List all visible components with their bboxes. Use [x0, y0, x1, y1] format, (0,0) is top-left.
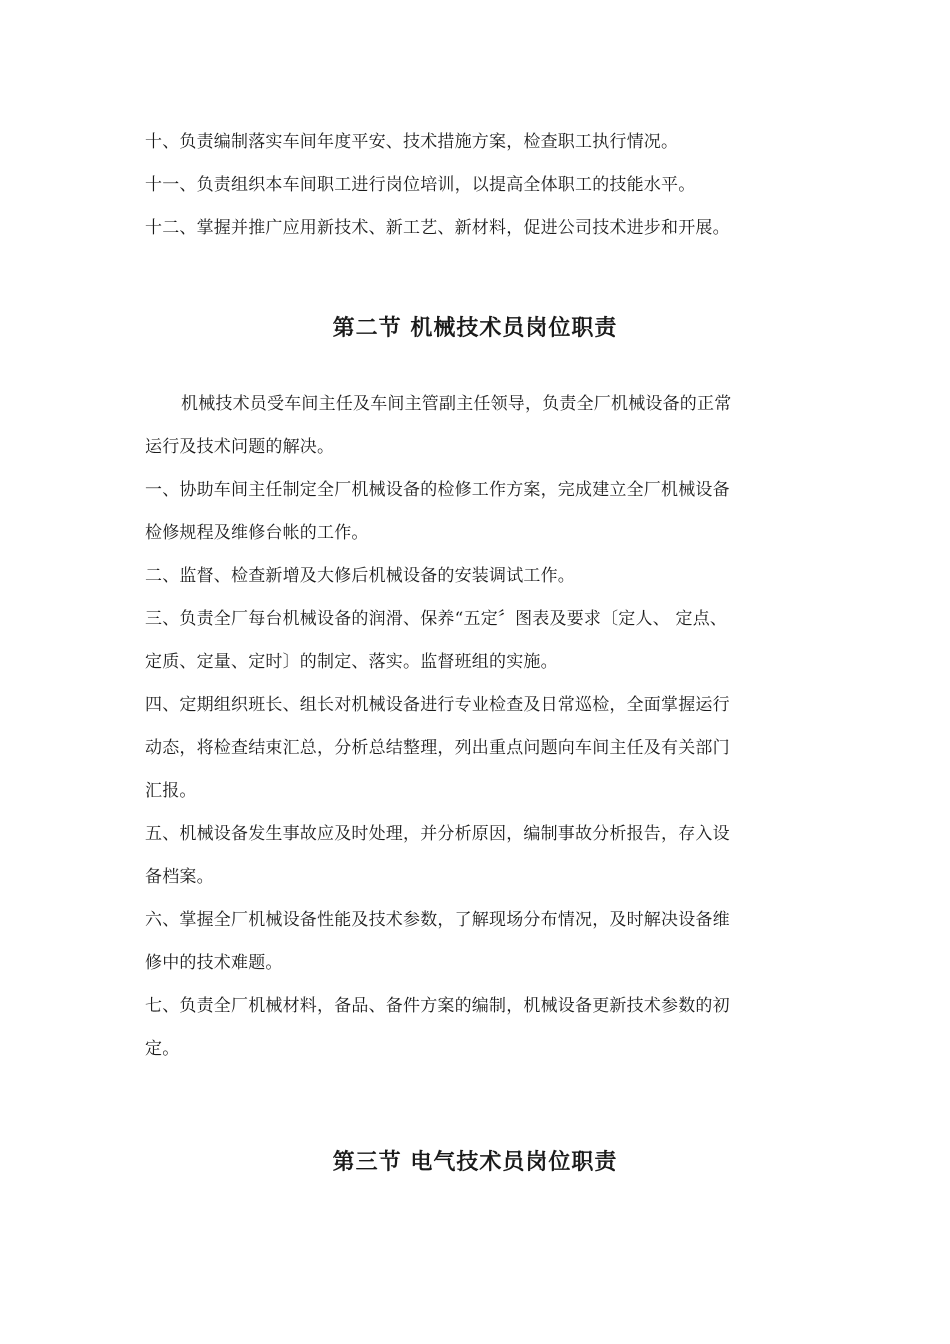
list-item: 十二、掌握并推广应用新技术、新工艺、新材料，促进公司技术进步和开展。 — [145, 218, 730, 238]
list-item-continuation: 定质、定量、定时〕的制定、落实。监督班组的实施。 — [145, 652, 558, 672]
list-item: 六、掌握全厂机械设备性能及技术参数，了解现场分布情况，及时解决设备维 — [145, 910, 730, 930]
section-heading-2: 第二节 机械技术员岗位职责 — [332, 316, 618, 341]
list-item-continuation: 检修规程及维修台帐的工作。 — [145, 523, 369, 543]
list-item-continuation: 备档案。 — [145, 867, 214, 887]
list-item: 一、协助车间主任制定全厂机械设备的检修工作方案，完成建立全厂机械设备 — [145, 480, 730, 500]
list-item-continuation: 汇报。 — [145, 781, 197, 801]
list-item: 二、监督、检查新增及大修后机械设备的安装调试工作。 — [145, 566, 575, 586]
intro-paragraph-line: 运行及技术问题的解决。 — [145, 437, 335, 457]
list-item: 十、负责编制落实车间年度平安、技术措施方案，检查职工执行情况。 — [145, 132, 679, 152]
list-item: 十一、负责组织本车间职工进行岗位培训，以提高全体职工的技能水平。 — [145, 175, 696, 195]
list-item: 四、定期组织班长、组长对机械设备进行专业检查及日常巡检，全面掌握运行 — [145, 695, 730, 715]
section-heading-3: 第三节 电气技术员岗位职责 — [332, 1150, 618, 1175]
list-item-continuation: 定。 — [145, 1039, 180, 1059]
top-items — [145, 121, 807, 250]
section2-body — [145, 383, 807, 1071]
intro-paragraph-line: 机械技术员受车间主任及车间主管副主任领导，负责全厂机械设备的正常 — [181, 394, 732, 414]
list-item: 七、负责全厂机械材料，备品、备件方案的编制，机械设备更新技术参数的初 — [145, 996, 730, 1016]
list-item-continuation: 动态，将检查结束汇总，分析总结整理，列出重点问题向车间主任及有关部门 — [145, 738, 730, 758]
list-item: 三、负责全厂每台机械设备的润滑、保养“五定〞图表及要求〔定人、 定点、 — [145, 609, 728, 629]
list-item: 五、机械设备发生事故应及时处理，并分析原因，编制事故分析报告，存入设 — [145, 824, 730, 844]
list-item-continuation: 修中的技术难题。 — [145, 953, 283, 973]
